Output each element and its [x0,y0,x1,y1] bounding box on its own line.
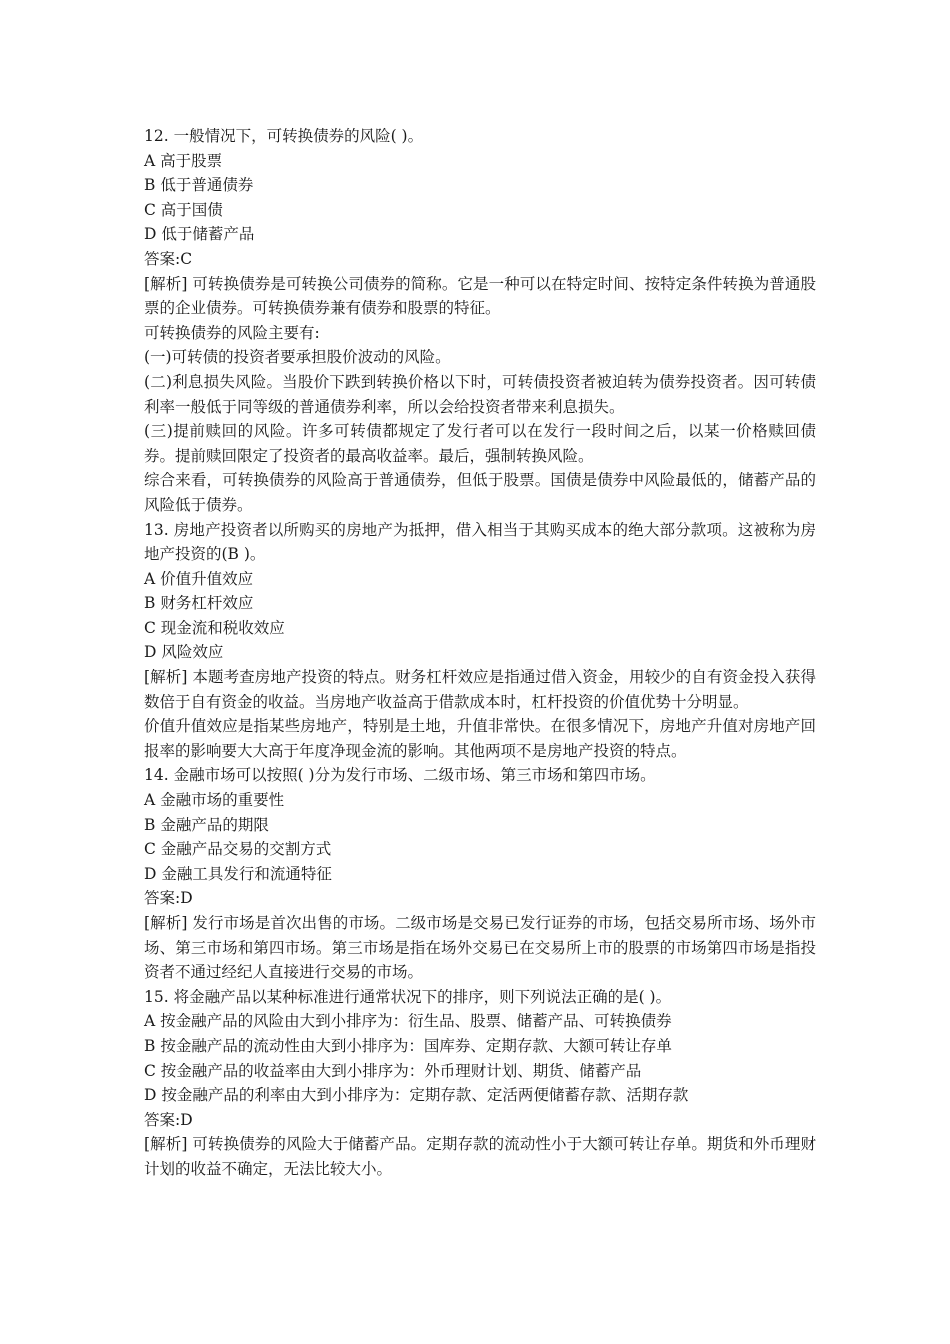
question-13-option-b: B 财务杠杆效应 [144,594,254,613]
question-14-option-d: D 金融工具发行和流通特征 [144,864,332,883]
question-12-risk-1: (一)可转债的投资者要承担股价波动的风险。 [144,348,451,367]
question-15-option-a: A 按金融产品的风险由大到小排序为：衍生品、股票、储蓄产品、可转换债券 [144,1012,672,1031]
question-14-stem: 14. 金融市场可以按照( )分为发行市场、二级市场、第三市场和第四市场。 [144,766,656,785]
question-12-risk-3: (三)提前赎回的风险。许多可转债都规定了发行者可以在发行一段时间之后，以某一价格赎回债券。提前赎回限定了投资者的最高收益率。最后，强制转换风险。 [144,422,816,465]
question-15-analysis: [解析] 可转换债券的风险大于储蓄产品。定期存款的流动性小于大额可转让存单。期货和外币理财计划的收益不确定，无法比较大小。 [144,1135,816,1178]
question-12-analysis: [解析] 可转换债券是可转换公司债券的简称。它是一种可以在特定时间、按特定条件转换为普通股票的企业债券。可转换债券兼有债券和股票的特征。 [144,274,816,318]
question-14-option-a: A 金融市场的重要性 [144,791,285,810]
question-12-summary: 综合来看，可转换债券的风险高于普通债券，但低于股票。国债是债券中风险最低的，储蓄产品的风险低于债券。 [144,471,816,514]
question-13-option-a: A 价值升值效应 [144,569,254,588]
question-12-option-b: B 低于普通债券 [144,176,254,195]
question-12-option-a: A 高于股票 [144,151,223,170]
question-14-analysis: [解析] 发行市场是首次出售的市场。二级市场是交易已发行证券的市场，包括交易所市场、场外市场、第三市场和第四市场。第三市场是指在场外交易已在交易所上市的股票的市场第四市场是指投资者不通过经纪人直接进行交易的市场。 [144,914,816,982]
question-12-option-c: C 高于国债 [144,200,223,219]
question-15-option-d: D 按金融产品的利率由大到小排序为：定期存款、定活两便储蓄存款、活期存款 [144,1086,689,1105]
question-12-risk-2: (二)利息损失风险。当股价下跌到转换价格以下时，可转债投资者被迫转为债券投资者。因可转债利率一般低于同等级的普通债券利率，所以会给投资者带来利息损失。 [144,372,816,416]
question-13-analysis-2: 价值升值效应是指某些房地产，特别是土地，升值非常快。在很多情况下，房地产升值对房地产回报率的影响要大大高于年度净现金流的影响。其他两项不是房地产投资的特点。 [144,717,816,760]
question-13-analysis: [解析] 本题考查房地产投资的特点。财务杠杆效应是指通过借入资金，用较少的自有资金投入获得数倍于自有资金的收益。当房地产收益高于借款成本时，杠杆投资的价值优势十分明显。 [144,668,816,711]
question-12-stem: 12. 一般情况下，可转换债券的风险( )。 [144,127,424,145]
question-12-option-d: D 低于储蓄产品 [144,225,255,244]
question-14-answer: 答案:D [144,889,193,908]
question-13-stem: 13. 房地产投资者以所购买的房地产为抵押，借入相当于其购买成本的绝大部分款项。这被称为房地产投资的(B )。 [144,520,816,564]
document-body [144,124,816,1182]
question-12-risk-heading: 可转换债券的风险主要有: [144,323,320,342]
question-15-option-c: C 按金融产品的收益率由大到小排序为：外币理财计划、期货、储蓄产品 [144,1061,642,1080]
question-15-stem: 15. 将金融产品以某种标准进行通常状况下的排序，则下列说法正确的是( )。 [144,987,672,1006]
question-13-option-c: C 现金流和税收效应 [144,618,285,637]
question-12-answer: 答案:C [144,249,193,268]
question-15-option-b: B 按金融产品的流动性由大到小排序为：国库券、定期存款、大额可转让存单 [144,1036,672,1055]
question-14-option-b: B 金融产品的期限 [144,815,269,834]
question-15-answer: 答案:D [144,1110,193,1129]
question-14-option-c: C 金融产品交易的交割方式 [144,840,332,859]
question-13-option-d: D 风险效应 [144,643,224,662]
